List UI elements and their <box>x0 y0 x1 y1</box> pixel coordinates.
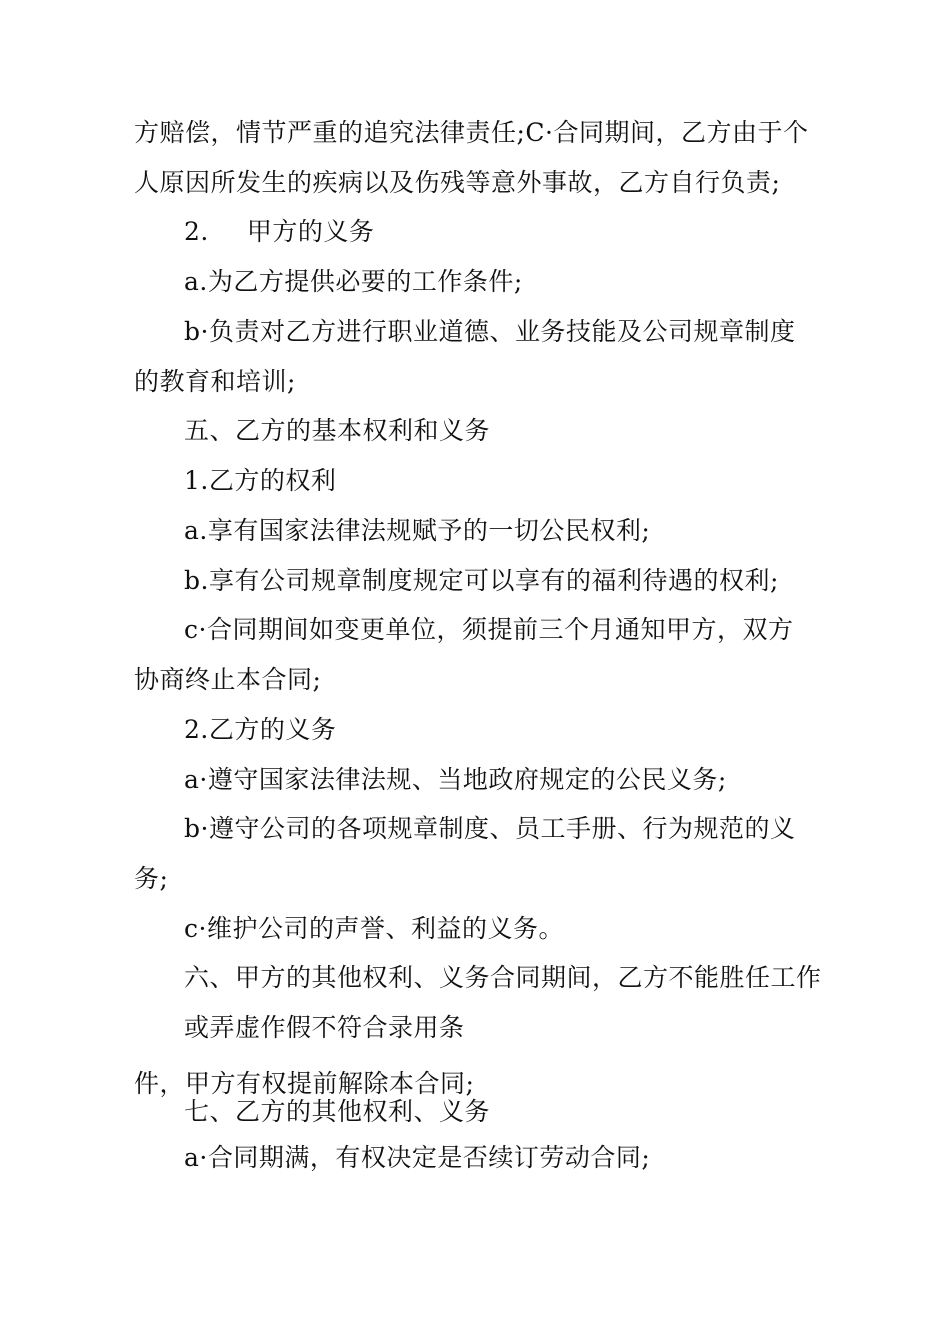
item-title: 甲方的义务 <box>246 217 375 246</box>
text-line: b.享有公司规章制度规定可以享有的福利待遇的权利; <box>184 566 779 595</box>
text-line: 协商终止本合同; <box>134 665 322 694</box>
section-heading: 六、甲方的其他权利、义务合同期间，乙方不能胜任工作 <box>184 963 822 992</box>
text-line: 方赔偿，情节严重的追究法律责任;C·合同期间，乙方由于个 <box>134 118 809 147</box>
text-line: b·负责对乙方进行职业道德、业务技能及公司规章制度 <box>184 317 796 346</box>
text-line: c·维护公司的声誉、利益的义务。 <box>184 914 564 943</box>
text-line: 人原因所发生的疾病以及伤残等意外事故，乙方自行负责; <box>134 168 781 197</box>
section-heading: 五、乙方的基本权利和义务 <box>184 416 491 445</box>
text-line: 务; <box>134 864 169 893</box>
text-line: a.为乙方提供必要的工作条件; <box>184 267 523 296</box>
text-line: a·合同期满，有权决定是否续订劳动合同; <box>184 1143 651 1172</box>
section-heading <box>184 217 374 247</box>
text-line: a.享有国家法律法规赋予的一切公民权利; <box>184 516 651 545</box>
text-line: a·遵守国家法律法规、当地政府规定的公民义务; <box>184 765 727 794</box>
section-heading: 1.乙方的权利 <box>184 466 337 495</box>
text-line: c·合同期间如变更单位，须提前三个月通知甲方，双方 <box>184 615 794 644</box>
text-line: 或弄虚作假不符合录用条 <box>184 1013 465 1042</box>
text-line: 的教育和培训; <box>134 367 296 396</box>
section-heading: 七、乙方的其他权利、义务 <box>184 1097 491 1126</box>
item-number: 2. <box>184 217 209 246</box>
text-line: 件，甲方有权提前解除本合同; <box>134 1069 475 1098</box>
section-heading: 2.乙方的义务 <box>184 715 337 744</box>
text-line: b·遵守公司的各项规章制度、员工手册、行为规范的义 <box>184 814 796 843</box>
